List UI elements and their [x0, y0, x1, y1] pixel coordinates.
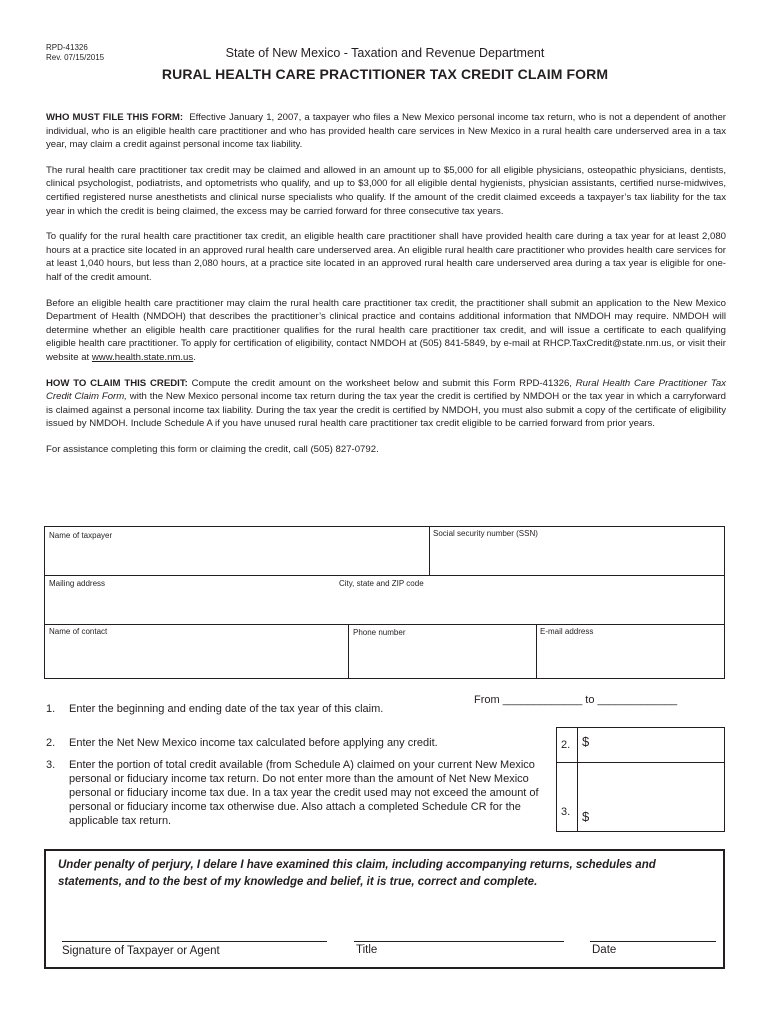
- title-label: Title: [356, 944, 378, 956]
- how-heading: HOW TO CLAIM THIS CREDIT:: [46, 377, 188, 389]
- phone-divider: [348, 624, 349, 679]
- signature-label: Signature of Taxpayer or Agent: [62, 945, 220, 957]
- form-revision: Rev. 07/15/2015: [46, 53, 105, 62]
- certification-end: .: [193, 351, 196, 363]
- mailing-address-field[interactable]: Mailing address: [49, 579, 106, 588]
- line2-text: Enter the Net New Mexico income tax calculated before applying any credit.: [69, 737, 438, 749]
- who-text: Effective January 1, 2007, a taxpayer who files a New Mexico personal income tax return, who is not a dependent of another individual, who is an eligible health care practitioner and who has provided health care services in New Mexico in a rural health care underserved area in a tax year, may claim a credit against personal income tax liability.: [46, 112, 726, 151]
- how-to-claim-paragraph: [46, 377, 726, 431]
- line3-box-divider: [577, 762, 578, 832]
- who-must-file-paragraph: [46, 111, 726, 152]
- phone-field[interactable]: Phone number: [353, 628, 406, 637]
- certification-text: Before an eligible health care practitioner may claim the rural health care practitioner tax credit, the practitioner shall submit an application to the New Mexico Department of Health (NMDOH) that describes the practitioner’s clinical practice and contains additional information that NMDOH may require. NMDOH will determine whether an eligible health care practitioner qualifies for the rural health care practitioner tax credit, and will issue a certificate to each qualifying eligible health care practitioner. To apply for certification of eligibility, contact NMDOH at (505) 841-5849, by e-mail at RHCP.TaxCredit@state.nm.us, or visit their website at: [46, 297, 726, 363]
- line3-text: Enter the portion of total credit available (from Schedule A) claimed on your current New Mexico personal or fiduciary income tax return. Do not enter more than the amount of Net New Mexico personal or fiduciary income tax due. In a tax year the credit used may not exceed the amount of personal or fiduciary income tax otherwise due. Also attach a completed Schedule CR for the applicable tax return.: [69, 759, 539, 827]
- line2-amount-field[interactable]: $: [582, 734, 590, 749]
- city-state-zip-field[interactable]: City, state and ZIP code: [339, 579, 424, 588]
- form-title: RURAL HEALTH CARE PRACTITIONER TAX CREDIT CLAIM FORM: [161, 66, 609, 82]
- ssn-field[interactable]: Social security number (SSN): [433, 529, 538, 538]
- date-line[interactable]: [590, 941, 716, 942]
- line3-box-label: 3.: [561, 806, 571, 818]
- email-divider: [536, 624, 537, 679]
- perjury-statement: Under penalty of perjury, I delare I have examined this claim, including accompanying returns, schedules and statements, and to the best of my knowledge and belief, it is true, correct and complete.: [58, 859, 656, 888]
- amount-row-divider: [556, 762, 725, 763]
- taxpayer-info-box: [44, 526, 725, 679]
- email-field[interactable]: E-mail address: [540, 627, 594, 636]
- line1-text: Enter the beginning and ending date of the tax year of this claim.: [69, 703, 384, 715]
- how-text-2: with the New Mexico personal income tax return during the tax year the credit is certified by NMDOH or the tax year in which a carryforward is claimed against a personal income tax liability. During the tax year the credit is certified by NMDOH, you must also submit a copy of the certificate of eligibility issued by NMDOH. Include Schedule A if you have unused rural health care practitioner tax credit eligible to be carried forward from prior years.: [46, 391, 726, 430]
- line2-box-divider: [577, 727, 578, 762]
- how-italic: Rural Health Care Practitioner Tax Credit Claim Form,: [46, 377, 726, 403]
- how-text-1: Compute the credit amount on the worksheet below and submit this Form RPD-41326,: [191, 377, 572, 389]
- assistance-paragraph: For assistance completing this form or claiming the credit, call (505) 827-0792.: [46, 443, 379, 455]
- signature-line[interactable]: [62, 941, 327, 942]
- line2-number: 2.: [46, 737, 56, 749]
- line2-box-label: 2.: [561, 739, 571, 751]
- credit-amount-paragraph: The rural health care practitioner tax credit may be claimed and allowed in an amount up to $5,000 for all eligible physicians, osteopathic physicians, dentists, clinical psychologist, podiatrists, and optometrists who qualify, and up to $3,000 for all eligible dental hygienists, physician assistants, certified nurse-midwives, certified registered nurse anesthetists and clinical nurse specialists who qualify. If the amount of the credit claimed exceeds a taxpayer’s tax liability for the tax year in which the credit is being claimed, the excess may be carried forward for three consecutive tax years.: [46, 164, 726, 217]
- instructions: [46, 111, 726, 468]
- taxpayer-name-field[interactable]: Name of taxpayer: [49, 531, 113, 540]
- who-heading: WHO MUST FILE THIS FORM:: [46, 112, 184, 123]
- form-number: RPD-41326: [46, 43, 88, 52]
- line3-amount-field[interactable]: $: [582, 809, 590, 824]
- row-divider-1: [44, 575, 725, 576]
- ssn-divider: [429, 526, 430, 576]
- row-divider-2: [44, 624, 725, 625]
- date-label: Date: [592, 944, 617, 956]
- nmdoh-website-link[interactable]: www.health.state.nm.us: [91, 351, 194, 363]
- certification-paragraph: [46, 297, 726, 365]
- line3-number: 3.: [46, 759, 56, 771]
- title-line[interactable]: [354, 941, 564, 942]
- line1-number: 1.: [46, 703, 56, 715]
- contact-name-field[interactable]: Name of contact: [49, 627, 108, 636]
- tax-year-from-to-field[interactable]: From _____________ to _____________: [474, 694, 678, 706]
- agency-name: State of New Mexico - Taxation and Revenue Department: [225, 46, 545, 60]
- qualify-paragraph: To qualify for the rural health care practitioner tax credit, an eligible health care practitioner shall have provided health care during a tax year for at least 2,080 hours at a practice site located in an approved rural health care underserved area. An eligible rural health care practitioner who provides health care services for at least 1,040 hours, but less than 2,080 hours, at a practice site located in an approved rural health care underserved area during a tax year is eligible for one-half of the credit amount.: [46, 231, 726, 283]
